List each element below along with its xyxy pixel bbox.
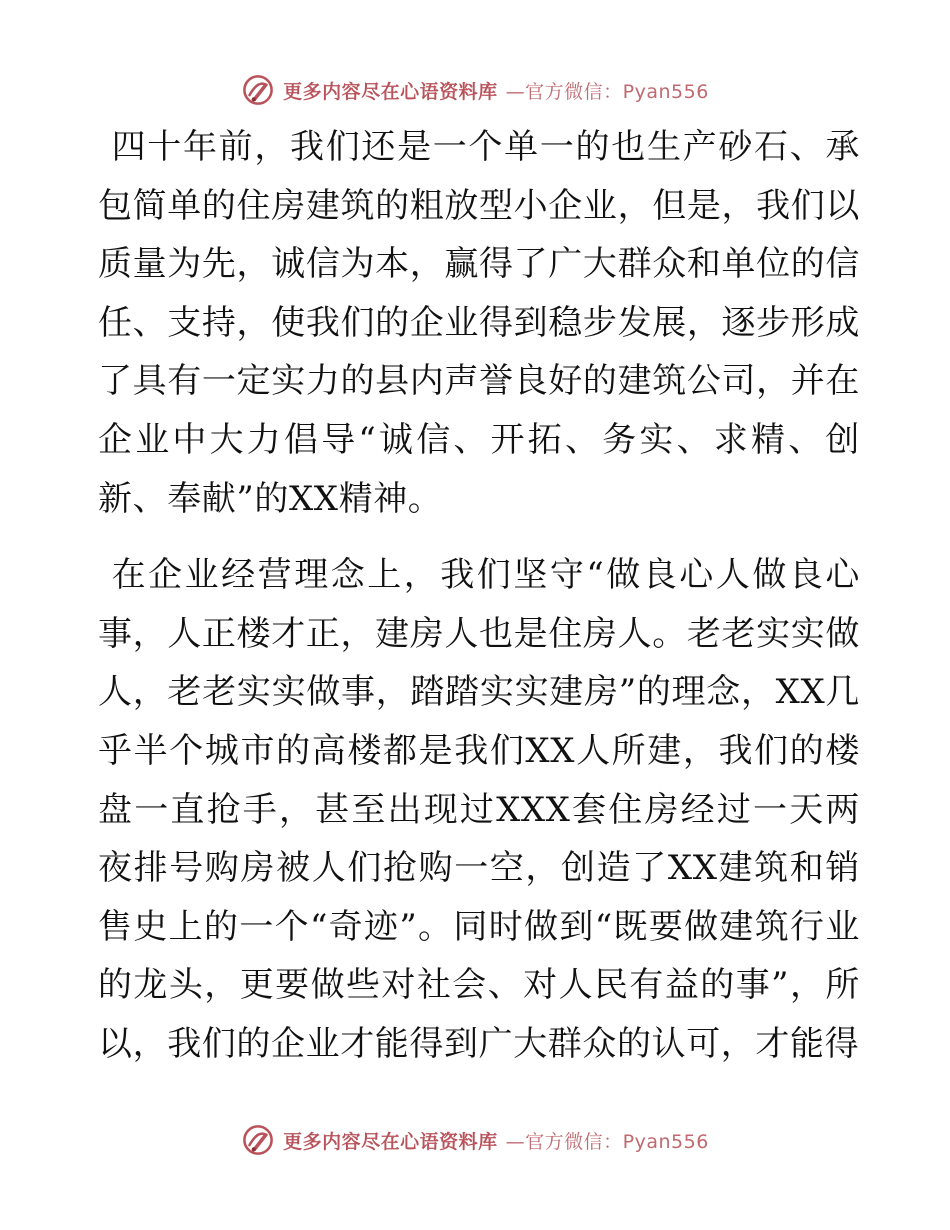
pen-heart-logo-icon xyxy=(241,73,275,107)
pen-heart-logo-icon xyxy=(241,1123,275,1157)
header-banner xyxy=(0,70,950,110)
banner-wechat: —官方微信：Pyan556 xyxy=(505,1130,709,1153)
document-body xyxy=(98,118,860,1074)
paragraph-2: 在企业经营理念上，我们坚守“做良心人做良心事，人正楼才正，建房人也是住房人。老老实实做人，老老实实做事，踏踏实实建房”的理念，XX几乎半个城市的高楼都是我们XX人所建，我们的楼盘一直抢手，甚至出现过XXX套住房经过一天两夜排号购房被人们抢购一空，创造了XX建筑和销售史上的一个“奇迹”。同时做到“既要做建筑行业的龙头，更要做些对社会、对人民有益的事”，所以，我们的企业才能得到广大群众的认可，才能得 xyxy=(98,555,860,1064)
banner-title: 更多内容尽在心语资料库 xyxy=(283,1130,498,1153)
banner-wechat: —官方微信：Pyan556 xyxy=(505,80,709,103)
banner-title: 更多内容尽在心语资料库 xyxy=(283,80,498,103)
paragraph-1: 四十年前，我们还是一个单一的也生产砂石、承包简单的住房建筑的粗放型小企业，但是，我们以质量为先，诚信为本，赢得了广大群众和单位的信任、支持，使我们的企业得到稳步发展，逐步形成了具有一定实力的县内声誉良好的建筑公司，并在企业中大力倡导“诚信、开拓、务实、求精、创新、奉献”的XX精神。 xyxy=(98,127,860,519)
footer-banner xyxy=(0,1120,950,1160)
